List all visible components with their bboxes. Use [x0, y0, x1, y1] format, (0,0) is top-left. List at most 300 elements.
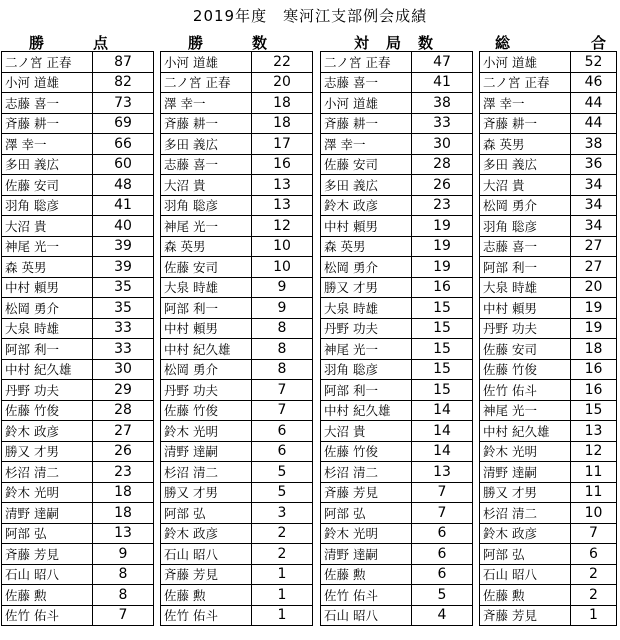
player-name: 中村 頼男 [2, 277, 93, 298]
table-row [321, 339, 473, 360]
player-name: 神尾 光一 [321, 339, 412, 360]
score-value: 6 [252, 441, 313, 462]
table-row [321, 585, 473, 606]
player-name: 多田 義広 [480, 154, 571, 175]
player-name: 神尾 光一 [161, 216, 252, 237]
player-name: 清野 達嗣 [161, 441, 252, 462]
score-value: 7 [571, 523, 617, 544]
player-name: 鈴木 光明 [321, 523, 412, 544]
table-row [161, 236, 313, 257]
player-name: 斉藤 耕一 [321, 113, 412, 134]
score-value: 8 [252, 339, 313, 360]
table-row [321, 482, 473, 503]
table-row [2, 421, 154, 442]
table-row [480, 236, 617, 257]
score-value: 19 [412, 236, 473, 257]
player-name: 志藤 喜一 [161, 154, 252, 175]
table-row [161, 93, 313, 114]
table-row [2, 564, 154, 585]
table-header [479, 32, 617, 50]
table-row [2, 544, 154, 565]
score-value: 27 [93, 421, 154, 442]
player-name: 丹野 功夫 [480, 318, 571, 339]
table-row [480, 52, 617, 73]
table-row [480, 462, 617, 483]
player-name: 志藤 喜一 [321, 72, 412, 93]
table-row [2, 154, 154, 175]
table-row [321, 523, 473, 544]
score-value: 38 [412, 93, 473, 114]
table-row [161, 359, 313, 380]
table-row [161, 462, 313, 483]
table-row [321, 380, 473, 401]
table-row [2, 339, 154, 360]
table-row [480, 380, 617, 401]
player-name: 石山 昭八 [321, 605, 412, 626]
score-value: 46 [571, 72, 617, 93]
score-value: 6 [571, 544, 617, 565]
player-name: 斉藤 芳見 [480, 605, 571, 626]
score-value: 19 [571, 298, 617, 319]
table-row [321, 52, 473, 73]
player-name: 森 英男 [321, 236, 412, 257]
player-name: 清野 達嗣 [480, 462, 571, 483]
player-name: 佐藤 安司 [480, 339, 571, 360]
player-name: 阿部 弘 [321, 503, 412, 524]
player-name: 鈴木 光明 [480, 441, 571, 462]
player-name: 勝又 才男 [161, 482, 252, 503]
table-row [480, 195, 617, 216]
table-row [480, 318, 617, 339]
player-name: 丹野 功夫 [321, 318, 412, 339]
player-name: 小河 道雄 [480, 52, 571, 73]
player-name: 森 英男 [161, 236, 252, 257]
score-value: 36 [571, 154, 617, 175]
player-name: 石山 昭八 [161, 544, 252, 565]
player-name: 佐藤 竹俊 [2, 400, 93, 421]
player-name: 中村 紀久雄 [480, 421, 571, 442]
score-value: 41 [412, 72, 473, 93]
player-name: 阿部 利一 [2, 339, 93, 360]
table-row [2, 298, 154, 319]
table-row [161, 400, 313, 421]
score-value: 23 [93, 462, 154, 483]
table-row [480, 277, 617, 298]
ranking-table [479, 51, 617, 626]
score-value: 27 [571, 236, 617, 257]
score-value: 44 [571, 93, 617, 114]
header-char: 合 [591, 34, 607, 52]
player-name: 中村 紀久雄 [321, 400, 412, 421]
player-name: 神尾 光一 [2, 236, 93, 257]
player-name: 石山 昭八 [480, 564, 571, 585]
score-value: 15 [412, 339, 473, 360]
table-row [480, 72, 617, 93]
player-name: 丹野 功夫 [2, 380, 93, 401]
player-name: 斉藤 芳見 [321, 482, 412, 503]
score-value: 35 [93, 298, 154, 319]
score-value: 5 [412, 585, 473, 606]
table-row [161, 564, 313, 585]
player-name: 松岡 勇介 [2, 298, 93, 319]
score-value: 26 [412, 175, 473, 196]
player-name: 丹野 功夫 [161, 380, 252, 401]
score-value: 7 [252, 400, 313, 421]
table-row [321, 134, 473, 155]
table-row [2, 195, 154, 216]
table-row [480, 216, 617, 237]
table-row [321, 503, 473, 524]
ranking-table [320, 51, 473, 626]
table-row [161, 318, 313, 339]
score-value: 1 [252, 564, 313, 585]
score-value: 2 [571, 585, 617, 606]
table-row [161, 134, 313, 155]
score-value: 5 [252, 482, 313, 503]
score-value: 16 [412, 277, 473, 298]
score-value: 11 [571, 462, 617, 483]
table-row [321, 544, 473, 565]
player-name: 羽角 聡彦 [321, 359, 412, 380]
player-name: 澤 幸一 [321, 134, 412, 155]
score-value: 9 [252, 277, 313, 298]
table-row [161, 482, 313, 503]
score-value: 1 [252, 605, 313, 626]
table-row [2, 482, 154, 503]
table-row [2, 277, 154, 298]
score-value: 7 [412, 503, 473, 524]
table-row [2, 134, 154, 155]
score-value: 8 [93, 585, 154, 606]
player-name: 阿部 弘 [2, 523, 93, 544]
player-name: 多田 義広 [321, 175, 412, 196]
table-row [480, 113, 617, 134]
score-value: 15 [412, 298, 473, 319]
table-row [161, 380, 313, 401]
table-row [321, 154, 473, 175]
table-row [2, 175, 154, 196]
header-char: 対 [354, 34, 370, 52]
player-name: 小河 道雄 [321, 93, 412, 114]
table-row [161, 585, 313, 606]
table-row [480, 421, 617, 442]
score-value: 39 [93, 257, 154, 278]
table-row [2, 93, 154, 114]
table-row [321, 400, 473, 421]
table-row [321, 564, 473, 585]
player-name: 大泉 時雄 [480, 277, 571, 298]
player-name: 森 英男 [480, 134, 571, 155]
player-name: 斉藤 耕一 [161, 113, 252, 134]
table-row [321, 113, 473, 134]
table-row [161, 605, 313, 626]
table-row [2, 441, 154, 462]
player-name: 勝又 才男 [480, 482, 571, 503]
player-name: 二ノ宮 正春 [321, 52, 412, 73]
player-name: 勝又 才男 [2, 441, 93, 462]
player-name: 大泉 時雄 [321, 298, 412, 319]
table-row [480, 523, 617, 544]
table-row [321, 216, 473, 237]
table-row [2, 503, 154, 524]
player-name: 中村 紀久雄 [161, 339, 252, 360]
score-value: 34 [571, 195, 617, 216]
score-value: 23 [412, 195, 473, 216]
score-value: 16 [252, 154, 313, 175]
table-row [2, 318, 154, 339]
score-value: 8 [252, 318, 313, 339]
table-row [161, 523, 313, 544]
table-row [321, 462, 473, 483]
player-name: 中村 紀久雄 [2, 359, 93, 380]
table-row [161, 72, 313, 93]
score-value: 30 [93, 359, 154, 380]
player-name: 佐藤 勲 [321, 564, 412, 585]
player-name: 杉沼 清二 [2, 462, 93, 483]
score-value: 30 [412, 134, 473, 155]
score-value: 15 [412, 380, 473, 401]
table-row [161, 441, 313, 462]
table-row [480, 482, 617, 503]
score-value: 60 [93, 154, 154, 175]
score-value: 19 [412, 257, 473, 278]
player-name: 松岡 勇介 [480, 195, 571, 216]
table-row [321, 359, 473, 380]
player-name: 佐藤 勲 [161, 585, 252, 606]
score-value: 17 [252, 134, 313, 155]
header-char: 勝 [188, 34, 204, 52]
table-row [480, 298, 617, 319]
player-name: 佐藤 竹俊 [321, 441, 412, 462]
table-row [161, 175, 313, 196]
player-name: 神尾 光一 [480, 400, 571, 421]
table-row [480, 339, 617, 360]
player-name: 大沼 貴 [321, 421, 412, 442]
table-row [480, 585, 617, 606]
score-value: 7 [412, 482, 473, 503]
ranking-table [1, 51, 154, 626]
table-row [2, 236, 154, 257]
score-value: 10 [252, 257, 313, 278]
table-overall [479, 32, 617, 626]
score-value: 44 [571, 113, 617, 134]
score-value: 6 [412, 544, 473, 565]
table-row [161, 52, 313, 73]
score-value: 12 [252, 216, 313, 237]
score-value: 34 [571, 216, 617, 237]
score-value: 52 [571, 52, 617, 73]
player-name: 斉藤 芳見 [161, 564, 252, 585]
player-name: 佐藤 安司 [321, 154, 412, 175]
player-name: 佐藤 竹俊 [480, 359, 571, 380]
score-value: 18 [252, 113, 313, 134]
table-row [2, 523, 154, 544]
table-row [480, 257, 617, 278]
table-row [161, 195, 313, 216]
page-title: 2019年度 寒河江支部例会成績 [192, 7, 428, 25]
player-name: 佐藤 勲 [2, 585, 93, 606]
score-value: 33 [93, 318, 154, 339]
player-name: 阿部 利一 [321, 380, 412, 401]
player-name: 佐竹 佑斗 [2, 605, 93, 626]
table-row [2, 257, 154, 278]
table-header [1, 32, 154, 50]
player-name: 羽角 聡彦 [2, 195, 93, 216]
score-value: 39 [93, 236, 154, 257]
score-value: 13 [252, 195, 313, 216]
table-row [480, 154, 617, 175]
score-value: 19 [571, 318, 617, 339]
table-row [480, 134, 617, 155]
player-name: 澤 幸一 [480, 93, 571, 114]
table-row [161, 216, 313, 237]
player-name: 小河 道雄 [2, 72, 93, 93]
player-name: 斉藤 耕一 [2, 113, 93, 134]
table-row [321, 72, 473, 93]
score-value: 13 [252, 175, 313, 196]
score-value: 34 [571, 175, 617, 196]
score-value: 69 [93, 113, 154, 134]
score-value: 6 [252, 421, 313, 442]
player-name: 小河 道雄 [161, 52, 252, 73]
player-name: 大沼 貴 [480, 175, 571, 196]
table-row [2, 380, 154, 401]
table-row [480, 544, 617, 565]
table-row [161, 544, 313, 565]
player-name: 佐竹 佑斗 [321, 585, 412, 606]
table-row [480, 503, 617, 524]
player-name: 羽角 聡彦 [161, 195, 252, 216]
player-name: 佐藤 勲 [480, 585, 571, 606]
player-name: 澤 幸一 [2, 134, 93, 155]
table-row [2, 605, 154, 626]
player-name: 鈴木 光明 [2, 482, 93, 503]
table-row [161, 277, 313, 298]
score-value: 6 [412, 523, 473, 544]
header-char: 局 [386, 34, 402, 52]
table-row [161, 298, 313, 319]
table-row [2, 113, 154, 134]
player-name: 中村 頼男 [161, 318, 252, 339]
score-value: 15 [412, 359, 473, 380]
score-value: 40 [93, 216, 154, 237]
score-value: 5 [252, 462, 313, 483]
table-points [1, 32, 154, 626]
score-value: 87 [93, 52, 154, 73]
table-row [2, 52, 154, 73]
table-row [321, 318, 473, 339]
score-value: 28 [412, 154, 473, 175]
player-name: 二ノ宮 正春 [480, 72, 571, 93]
table-row [2, 462, 154, 483]
table-header [320, 32, 473, 50]
header-char: 数 [418, 34, 434, 52]
player-name: 羽角 聡彦 [480, 216, 571, 237]
table-row [161, 421, 313, 442]
score-value: 16 [571, 359, 617, 380]
player-name: 多田 義広 [161, 134, 252, 155]
table-row [161, 113, 313, 134]
score-value: 2 [252, 523, 313, 544]
table-header [160, 32, 313, 50]
player-name: 多田 義広 [2, 154, 93, 175]
score-value: 8 [252, 359, 313, 380]
score-value: 35 [93, 277, 154, 298]
table-row [2, 72, 154, 93]
score-value: 18 [571, 339, 617, 360]
score-value: 18 [93, 503, 154, 524]
player-name: 志藤 喜一 [480, 236, 571, 257]
score-value: 6 [412, 564, 473, 585]
player-name: 鈴木 政彦 [321, 195, 412, 216]
score-value: 10 [571, 503, 617, 524]
player-name: 佐竹 佑斗 [161, 605, 252, 626]
player-name: 志藤 喜一 [2, 93, 93, 114]
score-value: 7 [93, 605, 154, 626]
table-row [321, 421, 473, 442]
table-row [480, 175, 617, 196]
score-value: 14 [412, 400, 473, 421]
score-value: 33 [93, 339, 154, 360]
score-value: 20 [252, 72, 313, 93]
player-name: 大泉 時雄 [161, 277, 252, 298]
header-char: 勝 [29, 34, 45, 52]
score-value: 27 [571, 257, 617, 278]
player-name: 清野 達嗣 [2, 503, 93, 524]
player-name: 佐藤 安司 [161, 257, 252, 278]
table-row [321, 277, 473, 298]
header-char: 総 [495, 34, 511, 52]
score-value: 3 [252, 503, 313, 524]
table-row [321, 257, 473, 278]
score-value: 11 [571, 482, 617, 503]
table-row [2, 400, 154, 421]
table-row [321, 93, 473, 114]
score-value: 29 [93, 380, 154, 401]
player-name: 阿部 利一 [161, 298, 252, 319]
player-name: 佐竹 佑斗 [480, 380, 571, 401]
table-row [2, 359, 154, 380]
score-value: 4 [412, 605, 473, 626]
table-wins [160, 32, 313, 626]
score-value: 16 [571, 380, 617, 401]
player-name: 斉藤 芳見 [2, 544, 93, 565]
table-row [321, 441, 473, 462]
player-name: 勝又 才男 [321, 277, 412, 298]
score-value: 82 [93, 72, 154, 93]
player-name: 大泉 時雄 [2, 318, 93, 339]
score-value: 9 [93, 544, 154, 565]
score-value: 19 [412, 216, 473, 237]
score-value: 13 [412, 462, 473, 483]
score-value: 26 [93, 441, 154, 462]
score-value: 2 [571, 564, 617, 585]
player-name: 鈴木 政彦 [480, 523, 571, 544]
player-name: 斉藤 耕一 [480, 113, 571, 134]
player-name: 松岡 勇介 [161, 359, 252, 380]
table-row [321, 236, 473, 257]
player-name: 杉沼 清二 [161, 462, 252, 483]
table-row [321, 195, 473, 216]
score-value: 33 [412, 113, 473, 134]
table-row [161, 339, 313, 360]
score-value: 9 [252, 298, 313, 319]
score-value: 47 [412, 52, 473, 73]
score-value: 10 [252, 236, 313, 257]
table-row [480, 605, 617, 626]
score-value: 1 [252, 585, 313, 606]
score-value: 38 [571, 134, 617, 155]
